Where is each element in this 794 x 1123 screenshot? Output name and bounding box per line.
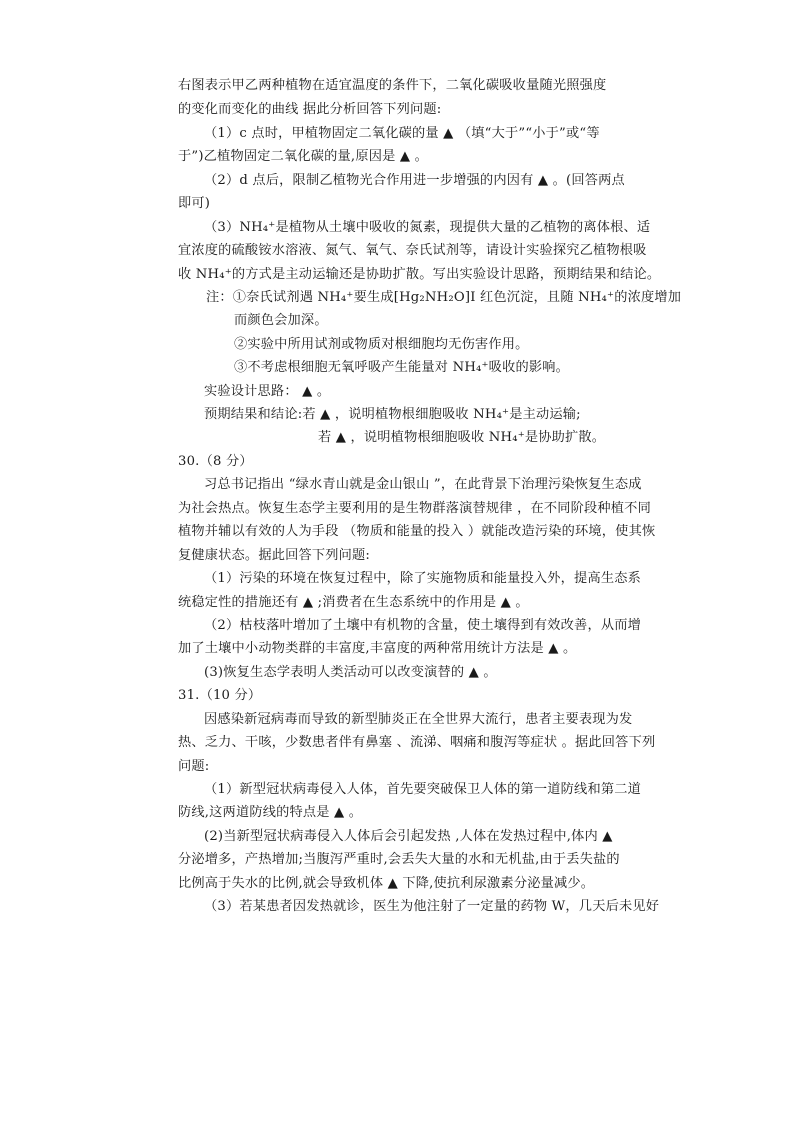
q31-part1-line-2: 防线,这两道防线的特点是 ▲ 。 xyxy=(178,805,363,820)
q29-part2-line-2: 即可) xyxy=(178,196,211,211)
q29-note-1-line-1: 注：①奈氏试剂遇 NH₄⁺要生成[Hg₂NH₂O]I 红色沉淀，且随 NH₄⁺的浓度增加 xyxy=(206,290,682,305)
q29-part3-line-1: （3）NH₄⁺是植物从土壤中吸收的氮素，现提供大量的乙植物的离体根、适 xyxy=(204,220,651,235)
q30-part3: (3)恢复生态学表明人类活动可以改变演替的 ▲ 。 xyxy=(204,665,497,680)
q29-note-1-line-2: 而颜色会加深。 xyxy=(234,313,328,328)
q31-part2-line-2: 分泌增多，产热增加;当腹泻严重时,会丢失大量的水和无机盐,由于丢失盐的 xyxy=(178,852,620,867)
q31-heading: 31.（10 分） xyxy=(178,688,262,703)
q31-intro-line-3: 问题: xyxy=(178,759,210,774)
q31-intro-line-1: 因感染新冠病毒而导致的新型肺炎正在全世界大流行，患者主要表现为发 xyxy=(204,712,633,727)
q29-note-2: ②实验中所用试剂或物质对根细胞均无伤害作用。 xyxy=(234,337,529,352)
q31-part2-line-3: 比例高于失水的比例,就会导致机体 ▲ 下降,使抗利尿激素分泌量减少。 xyxy=(178,876,595,891)
q30-intro-line-3: 植物并辅以有效的人为手段 （物质和能量的投入 ）就能改造污染的环境，使其恢 xyxy=(178,524,656,539)
q29-intro-line-1: 右图表示甲乙两种植物在适宜温度的条件下，二氧化碳吸收量随光照强度 xyxy=(178,78,607,93)
q29-part3-line-2: 宜浓度的硫酸铵水溶液、氮气、氧气、奈氏试剂等，请设计实验探究乙植物根吸 xyxy=(178,243,647,258)
q29-part1-line-1: （1）c 点时，甲植物固定二氧化碳的量 ▲ （填“大于”“小于”或“等 xyxy=(204,126,600,141)
q30-part1-line-1: （1）污染的环境在恢复过程中，除了实施物质和能量投入外，提高生态系 xyxy=(204,571,641,586)
q29-note-3: ③不考虑根细胞无氧呼吸产生能量对 NH₄⁺吸收的影响。 xyxy=(234,360,570,375)
q30-intro-line-4: 复健康状态。据此回答下列问题: xyxy=(178,548,371,563)
q30-heading: 30.（8 分） xyxy=(178,454,253,469)
q30-intro-line-1: 习总书记指出 “绿水青山就是金山银山 ”，在此背景下治理污染恢复生态成 xyxy=(204,477,642,492)
q29-part1-line-2: 于”)乙植物固定二氧化碳的量,原因是 ▲ 。 xyxy=(178,149,429,164)
q29-result-line-2: 若 ▲ ，说明植物根细胞吸收 NH₄⁺是协助扩散。 xyxy=(318,430,606,445)
q29-part2-line-1: （2）d 点后，限制乙植物光合作用进一步增强的内因有 ▲ 。(回答两点 xyxy=(204,173,625,188)
q30-part2-line-1: （2）枯枝落叶增加了土壤中有机物的含量，使土壤得到有效改善，从而增 xyxy=(204,618,641,633)
q29-result-line-1: 预期结果和结论:若 ▲ ，说明植物根细胞吸收 NH₄⁺是主动运输; xyxy=(204,407,581,422)
q31-intro-line-2: 热、乏力、干咳，少数患者伴有鼻塞 、流涕、咽痛和腹泻等症状 。据此回答下列 xyxy=(178,735,656,750)
q29-intro-line-2: 的变化而变化的曲线 据此分析回答下列问题: xyxy=(178,102,442,117)
q30-part2-line-2: 加了土壤中小动物类群的丰富度,丰富度的两种常用统计方法是 ▲ 。 xyxy=(178,641,577,656)
q31-part1-line-1: （1）新型冠状病毒侵入人体，首先要突破保卫人体的第一道防线和第二道 xyxy=(204,782,641,797)
q29-design-idea: 实验设计思路： ▲ 。 xyxy=(204,384,331,399)
q29-part3-line-3: 收 NH₄⁺的方式是主动运输还是协助扩散。写出实验设计思路，预期结果和结论。 xyxy=(178,267,661,282)
q30-intro-line-2: 为社会热点。恢复生态学主要利用的是生物群落演替规律 ，在不同阶段种植不同 xyxy=(178,501,651,516)
q31-part2-line-1: (2)当新型冠状病毒侵入人体后会引起发热 ,人体在发热过程中,体内 ▲ xyxy=(204,829,613,844)
q30-part1-line-2: 统稳定性的措施还有 ▲ ;消费者在生态系统中的作用是 ▲ 。 xyxy=(178,595,529,610)
q31-part3-line-1: （3）若某患者因发热就诊，医生为他注射了一定量的药物 W，几天后未见好 xyxy=(204,899,660,914)
